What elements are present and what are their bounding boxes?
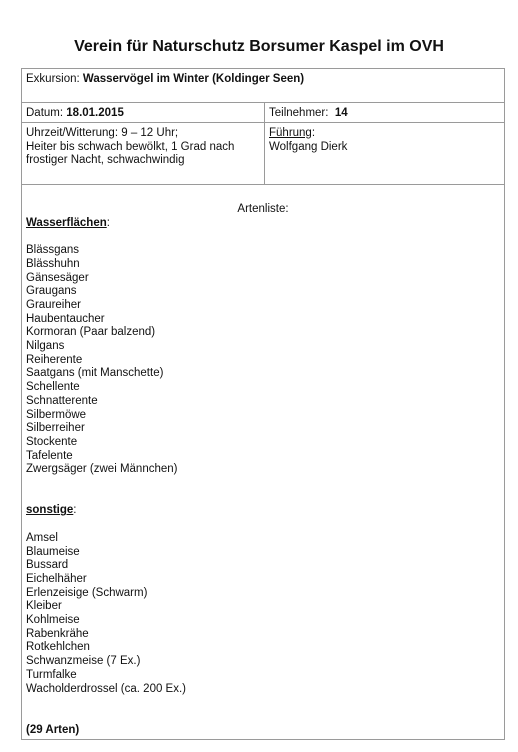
conditions-guide-row (22, 123, 504, 185)
date-cell (22, 103, 264, 122)
species-item: Kohlmeise (26, 614, 80, 627)
species-item: Erlenzeisige (Schwarm) (26, 586, 148, 599)
species-item: Schnatterente (26, 394, 98, 407)
species-item: Blässhuhn (26, 257, 80, 270)
water-heading-colon: : (106, 216, 110, 229)
participants-value: 14 (334, 107, 348, 119)
guide-value: Wolfgang Dierk (269, 140, 348, 153)
species-item: Silberreiher (26, 422, 85, 435)
species-item: Stockente (26, 435, 78, 448)
date-label: Datum: (26, 107, 64, 119)
species-heading: Artenliste: (237, 203, 289, 215)
species-total: (29 Arten) (26, 723, 80, 736)
other-heading: sonstige (26, 504, 74, 517)
conditions-line-3: frostiger Nacht, schwachwindig (26, 154, 185, 167)
guide-cell (264, 123, 504, 184)
species-item: Schellente (26, 381, 80, 394)
participants-cell (264, 103, 504, 122)
excursion-form (21, 68, 505, 740)
date-participants-row (22, 103, 504, 123)
water-species-list (26, 244, 500, 477)
document-title: Verein für Naturschutz Borsumer Kaspel im OVH (74, 38, 444, 55)
species-item: Graugans (26, 285, 77, 298)
species-item: Kleiber (26, 600, 62, 613)
species-item: Tafelente (26, 449, 73, 462)
participants-label: Teilnehmer: (269, 107, 329, 119)
species-item: Rotkehlchen (26, 641, 90, 654)
species-item: Schwanzmeise (7 Ex.) (26, 655, 141, 668)
other-species-list (26, 532, 500, 696)
species-item: Bussard (26, 559, 69, 572)
guide-colon: : (311, 127, 316, 139)
excursion-value: Wasservögel im Winter (Koldinger Seen) (82, 73, 305, 85)
species-item: Turmfalke (26, 668, 77, 681)
excursion-label: Exkursion: (26, 73, 80, 85)
species-item: Rabenkrähe (26, 627, 89, 640)
species-item: Silbermöwe (26, 408, 87, 421)
conditions-line-1: Uhrzeit/Witterung: 9 – 12 Uhr; (26, 127, 179, 139)
species-item: Amsel (26, 531, 58, 544)
guide-label: Führung (269, 127, 312, 139)
species-item: Gänsesäger (26, 271, 89, 284)
species-item: Wacholderdrossel (ca. 200 Ex.) (26, 682, 187, 695)
species-item: Saatgans (mit Manschette) (26, 367, 164, 380)
date-value: 18.01.2015 (66, 107, 124, 119)
species-item: Blaumeise (26, 545, 80, 558)
excursion-row (22, 69, 504, 103)
species-item: Haubentaucher (26, 312, 105, 325)
species-item: Eichelhäher (26, 572, 87, 585)
species-list-section (22, 185, 504, 739)
excursion-cell (22, 69, 504, 102)
water-heading: Wasserflächen (26, 216, 107, 229)
species-item: Blässgans (26, 244, 80, 257)
species-item: Zwergsäger (zwei Männchen) (26, 463, 178, 476)
species-item: Nilgans (26, 340, 65, 353)
species-item: Reiherente (26, 353, 83, 366)
conditions-cell (22, 123, 264, 184)
conditions-line-2: Heiter bis schwach bewölkt, 1 Grad nach (26, 140, 235, 153)
other-heading-colon: : (73, 504, 77, 517)
species-item: Graureiher (26, 298, 81, 311)
species-item: Kormoran (Paar balzend) (26, 326, 156, 339)
